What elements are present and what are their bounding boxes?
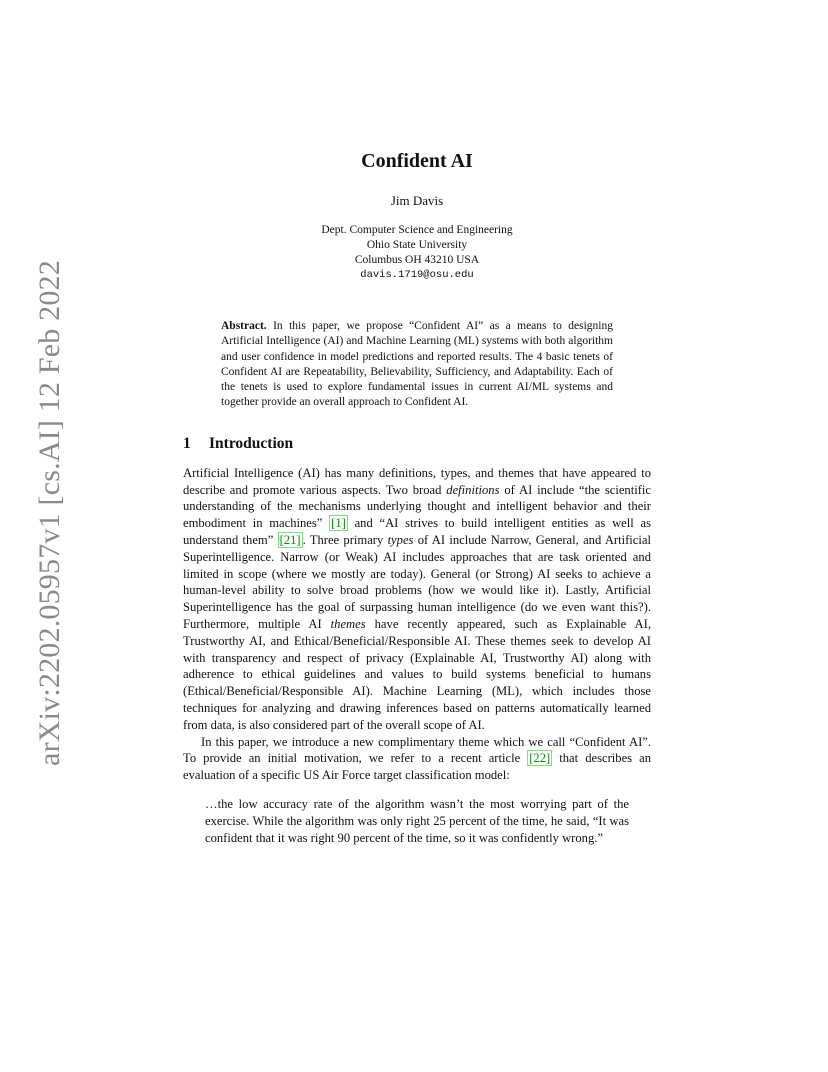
affiliation-city: Columbus OH 43210 USA bbox=[354, 254, 480, 266]
abstract bbox=[221, 319, 613, 411]
abstract-text: In this paper, we propose “Confident AI” as a means to designing Artificial Intelligence (AI) and Machine Learning (ML) systems with both algorithm and user confidence in model predictions and reported results. The 4 basic tenets of Confident AI are Repeatability, Believability, Sufficiency, and Adaptability. Each of the tenets is used to explore fundamental issues in current AI/ML systems and together provide an overall approach to Confident AI. bbox=[221, 320, 614, 409]
affiliation-dept: Dept. Computer Science and Engineering bbox=[321, 224, 513, 236]
affiliation-university: Ohio State University bbox=[366, 239, 468, 251]
emphasis-themes: themes bbox=[330, 616, 366, 631]
emphasis-types: types bbox=[387, 532, 414, 547]
emphasis-definitions: definitions bbox=[446, 482, 500, 497]
para-text: of AI include “the scientific understanding of the mechanisms underlying thought and intelligent behavior and their embodiment in machines” bbox=[183, 482, 652, 531]
author-name: Jim Davis bbox=[390, 193, 444, 208]
section-title: Introduction bbox=[209, 434, 294, 452]
para-text: . Three primary bbox=[302, 532, 388, 547]
abstract-label: Abstract. bbox=[221, 320, 267, 332]
section-number: 1 bbox=[183, 434, 191, 452]
para-text: and “AI strives to build intelligent entities as well as understand them” bbox=[183, 516, 651, 547]
affiliation-block bbox=[183, 223, 651, 283]
citation-link[interactable]: [1] bbox=[331, 516, 346, 531]
para-text: that describes an evaluation of a specific US Air Force target classification model: bbox=[183, 751, 651, 783]
para-text: In this paper, we introduce a new complimentary theme which we call “Confident AI”. To provide an initial motivation, we refer to a recent article bbox=[183, 734, 651, 766]
para-text: of AI include Narrow, General, and Artificial Superintelligence. Narrow (or Weak) AI includes approaches that are task oriented and limited in scope (where we mostly are today). General (or Strong) AI seeks to achieve a human-level ability to solve broad problems (how we would like it). Lastly, Artificial Superintelligence has the goal of surpassing human intelligence (do we even want this?). Furthermore, multiple AI bbox=[183, 532, 651, 631]
arxiv-stamp: arXiv:2202.05957v1 [cs.AI] 12 Feb 2022 bbox=[33, 260, 66, 766]
paper-title: Confident AI bbox=[361, 150, 473, 172]
citation-link[interactable]: [21] bbox=[279, 532, 301, 547]
intro-paragraph-1 bbox=[183, 465, 651, 734]
citation-link[interactable]: [22] bbox=[529, 751, 551, 766]
paper-page bbox=[183, 150, 651, 846]
para-text: Artificial Intelligence (AI) has many definitions, types, and themes that have appeared to describe and promote various aspects. Two broad bbox=[183, 465, 651, 497]
section-heading bbox=[183, 435, 651, 453]
para-text: have recently appeared, such as Explainable AI, Trustworthy AI, and Ethical/Beneficial/Responsible AI. These themes seek to develop AI with transparency and respect of privacy (Explainable AI, Trustworthy AI) along with adherence to ethical guidelines and values to build systems beneficial to humans (Ethical/Beneficial/Responsible AI). Machine Learning (ML), which includes those techniques for analyzing and drawing inferences based on patterns automatically learned from data, is also considered part of the overall scope of AI. bbox=[183, 616, 651, 732]
author-email[interactable]: davis.1719@osu.edu bbox=[360, 269, 474, 281]
block-quote: …the low accuracy rate of the algorithm wasn’t the most worrying part of the exercise. While the algorithm was only right 25 percent of the time, he said, “It was confident that it was right 90 percent of the time, so it was confidently wrong.” bbox=[205, 796, 629, 845]
intro-paragraph-2 bbox=[183, 734, 651, 784]
